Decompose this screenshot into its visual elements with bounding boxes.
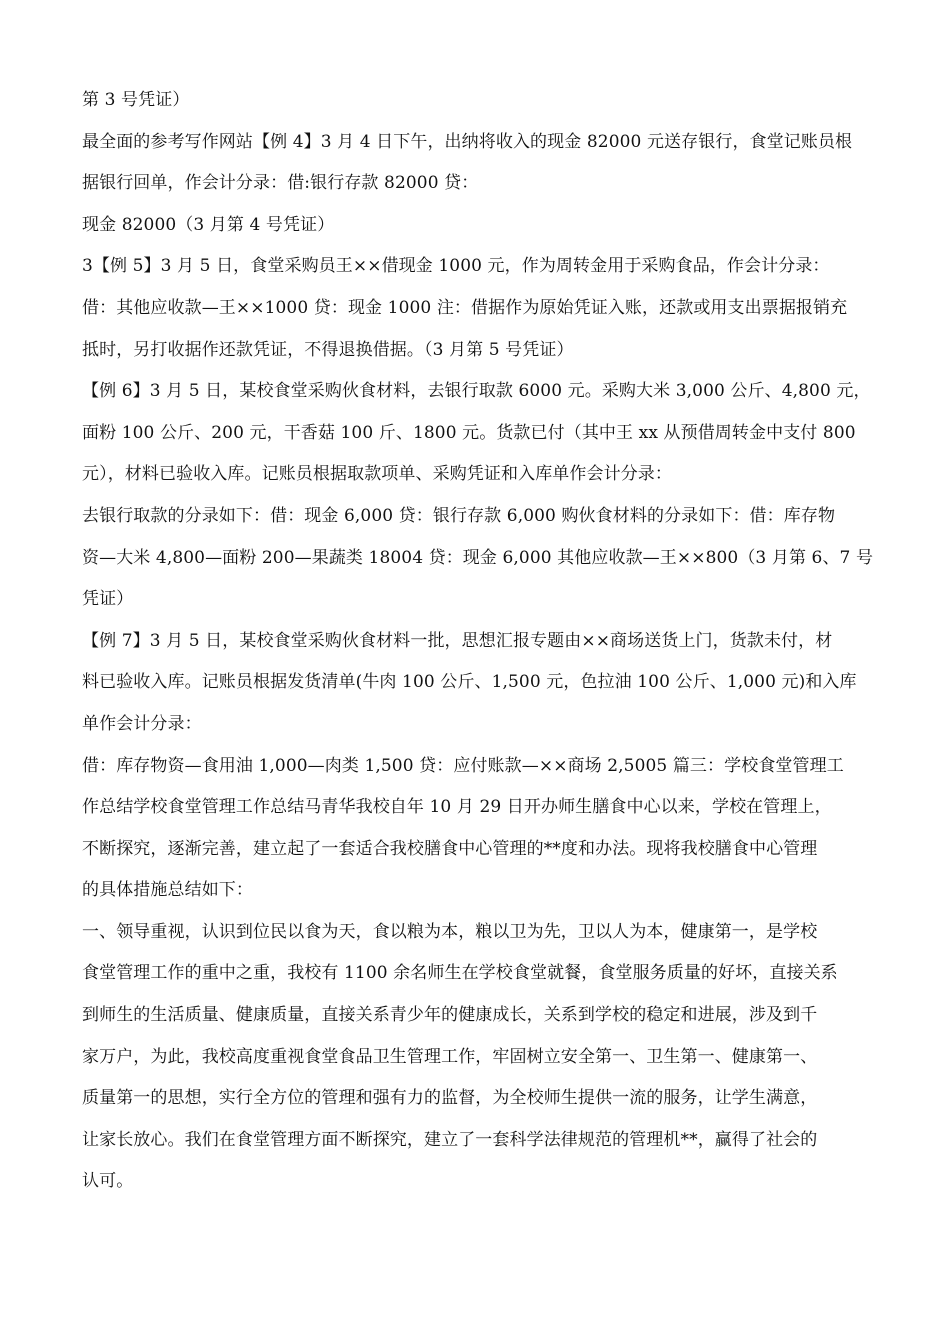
text-line: 一、领导重视，认识到位民以食为天，食以粮为本，粮以卫为先，卫以人为本，健康第一，是学校 bbox=[82, 921, 818, 942]
text-line: 最全面的参考写作网站【例 4】3 月 4 日下午，出纳将收入的现金 82000 元送存银行，食堂记账员根 bbox=[82, 131, 853, 152]
text-line: 作总结学校食堂管理工作总结马青华我校自年 10 月 29 日开办师生膳食中心以来，学校在管理上， bbox=[82, 797, 832, 818]
text-line: 【例 7】3 月 5 日，某校食堂采购伙食材料一批，思想汇报专题由××商场送货上门，货款未付，材 bbox=[82, 630, 833, 651]
text-line: 借：库存物资—食用油 1,000—肉类 1,500 贷：应付账款—××商场 2,5005 篇三：学校食堂管理工 bbox=[82, 755, 844, 776]
text-line: 凭证） bbox=[82, 589, 134, 610]
text-line: 元），材料已验收入库。记账员根据取款项单、采购凭证和入库单作会计分录： bbox=[82, 464, 672, 485]
text-line: 食堂管理工作的重中之重，我校有 1100 余名师生在学校食堂就餐，食堂服务质量的好坏，直接关系 bbox=[82, 963, 838, 984]
text-line: 据银行回单，作会计分录：借:银行存款 82000 贷： bbox=[82, 173, 479, 194]
text-line: 【例 6】3 月 5 日，某校食堂采购伙食材料，去银行取款 6000 元。采购大米 3,000 公斤、4,800 元， bbox=[82, 381, 871, 402]
text-line: 借：其他应收款—王××1000 贷：现金 1000 注：借据作为原始凭证入账，还款或用支出票据报销充 bbox=[82, 297, 848, 318]
text-line: 的具体措施总结如下： bbox=[82, 880, 253, 901]
text-line: 不断探究，逐渐完善，建立起了一套适合我校膳食中心管理的**度和办法。现将我校膳食中心管理 bbox=[82, 838, 818, 859]
text-line: 料已验收入库。记账员根据发货清单(牛肉 100 公斤、1,500 元，色拉油 100 公斤、1,000 元)和入库 bbox=[82, 672, 857, 693]
text-line: 3【例 5】3 月 5 日，食堂采购员王××借现金 1000 元，作为周转金用于采购食品，作会计分录： bbox=[82, 256, 830, 277]
text-line: 资—大米 4,800—面粉 200—果蔬类 18004 贷：现金 6,000 其他应收款—王××800（3 月第 6、7 号 bbox=[82, 547, 874, 568]
text-line: 认可。 bbox=[82, 1171, 134, 1192]
document-body bbox=[82, 80, 872, 1203]
text-line: 抵时，另打收据作还款凭证，不得退换借据。（3 月第 5 号凭证） bbox=[82, 339, 574, 360]
text-line: 让家长放心。我们在食堂管理方面不断探究，建立了一套科学法律规范的管理机**，赢得了社会的 bbox=[82, 1129, 818, 1150]
text-line: 现金 82000（3 月第 4 号凭证） bbox=[82, 214, 335, 235]
text-line: 到师生的生活质量、健康质量，直接关系青少年的健康成长，关系到学校的稳定和进展，涉及到千 bbox=[82, 1005, 818, 1026]
text-line: 质量第一的思想，实行全方位的管理和强有力的监督，为全校师生提供一流的服务，让学生满意， bbox=[82, 1088, 818, 1109]
text-line: 第 3 号凭证） bbox=[82, 90, 190, 110]
text-line: 单作会计分录： bbox=[82, 713, 202, 734]
text-line: 面粉 100 公斤、200 元，干香菇 100 斤、1800 元。货款已付（其中王 xx 从预借周转金中支付 800 bbox=[82, 422, 856, 443]
text-line: 家万户，为此，我校高度重视食堂食品卫生管理工作，牢固树立安全第一、卫生第一、健康第一、 bbox=[82, 1046, 818, 1067]
text-line: 去银行取款的分录如下：借：现金 6,000 贷：银行存款 6,000 购伙食材料的分录如下：借：库存物 bbox=[82, 505, 836, 526]
